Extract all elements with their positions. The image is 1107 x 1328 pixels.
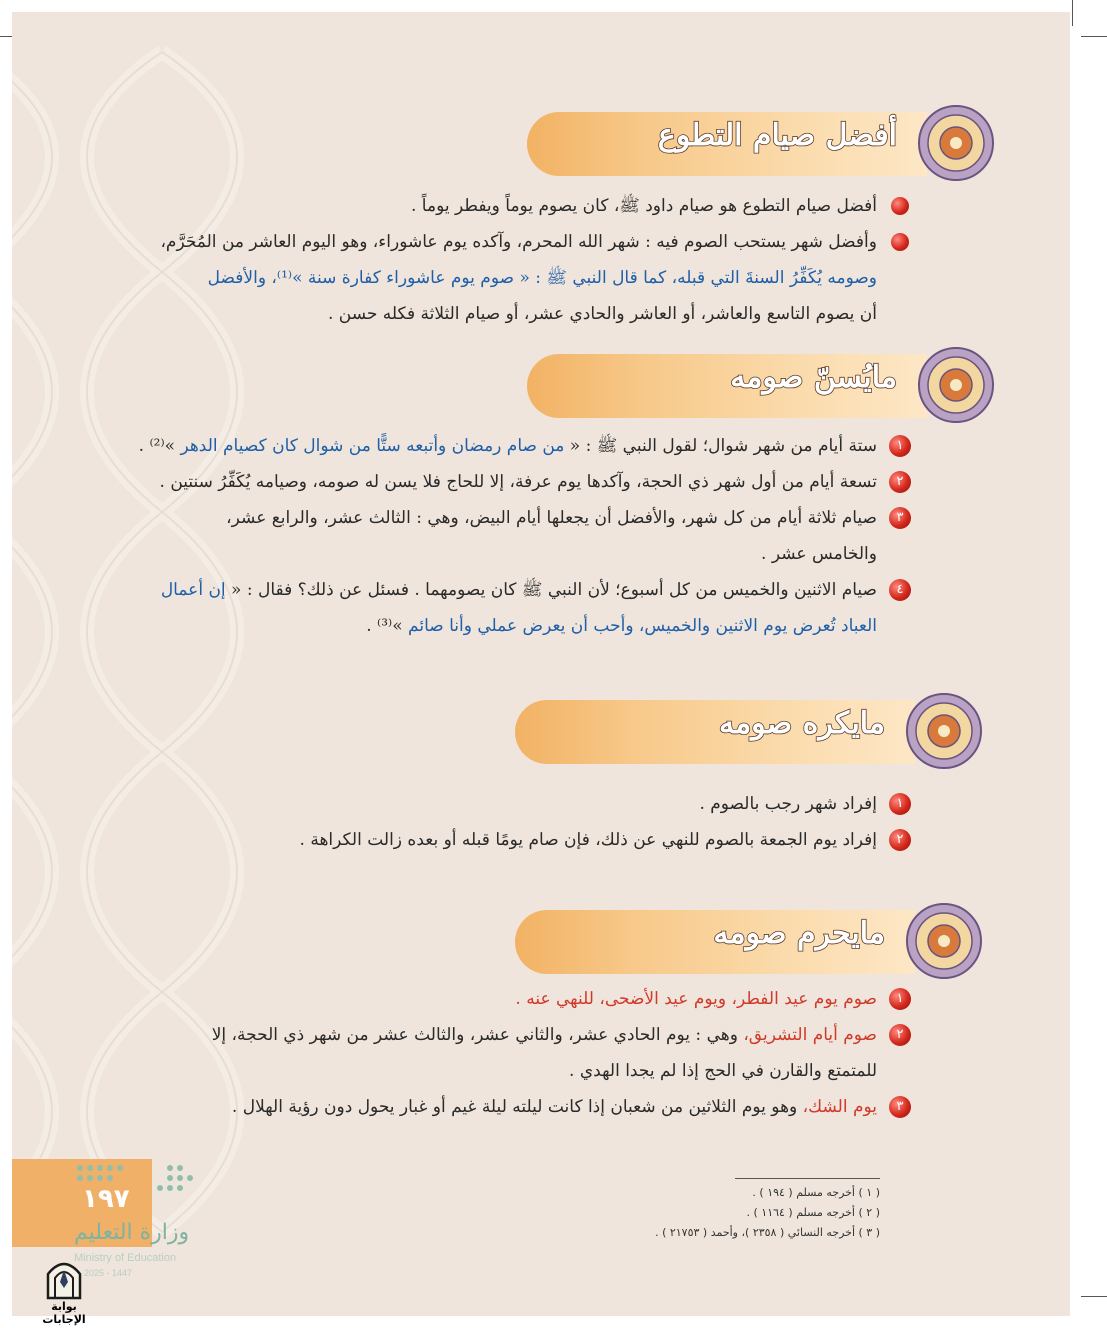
footnotes <box>620 1178 880 1243</box>
item-number-badge: ٤ <box>889 579 911 601</box>
ministry-name-arabic: وزارة التعليم <box>74 1220 190 1245</box>
bullet-icon <box>891 197 909 215</box>
hadith-text: إن أعمال <box>160 580 226 600</box>
crop-mark <box>1081 1296 1107 1297</box>
highlighted-term: صوم يوم عيد الفطر، ويوم عيد الأضحى، للنهي عنه . <box>515 989 877 1009</box>
rosette-ornament-icon <box>915 344 997 426</box>
ministry-name-english: Ministry of Education <box>74 1252 177 1264</box>
numbered-item <box>137 428 904 464</box>
item-text: للمتمتع والقارن في الحج إذا لم يجدا الهدي . <box>569 1061 877 1081</box>
numbered-item <box>137 786 904 822</box>
footnote: ( ٣ ) أخرجه النسائي ( ٢٣٥٨ )، وأحمد ( ٢١٧٥٣ ) . <box>655 1226 880 1239</box>
section-header-sunnah-fasting <box>527 350 997 418</box>
item-number-badge: ٣ <box>889 507 911 529</box>
item-text: وهي : يوم الحادي عشر، والثاني عشر، والثالث عشر من شهر ذي الحجة، إلا <box>211 1025 744 1045</box>
gate-arch-icon <box>44 1256 84 1300</box>
item-text: ستة أيام من شهر شوال؛ لقول النبي ﷺ : « <box>564 436 877 456</box>
numbered-item <box>137 981 904 1017</box>
section-title: أفضل صيام التطوع <box>657 118 897 153</box>
bullet-paragraph <box>177 188 877 224</box>
footnote: ( ١ ) أخرجه مسلم ( ١٩٤ ) . <box>752 1186 880 1199</box>
crop-mark <box>1081 36 1107 37</box>
item-number-badge: ٢ <box>889 1024 911 1046</box>
section-header-forbidden-fasting <box>515 906 985 974</box>
rosette-ornament-icon <box>903 690 985 772</box>
section-header-best-voluntary-fasting <box>527 108 997 176</box>
item-number-badge: ١ <box>889 793 911 815</box>
paragraph-line: وصومه يُكَفِّرُ السنةَ التي قبله، كما قال النبي ﷺ : « صوم يوم عاشوراء كفارة سنة »⁽¹⁾، والأفضل <box>207 268 877 288</box>
section-body <box>137 428 904 644</box>
item-continuation <box>137 536 877 572</box>
item-text: إفراد شهر رجب بالصوم . <box>699 794 877 814</box>
paragraph-line: أن يصوم التاسع والعاشر، أو العاشر والحادي عشر، أو صيام الثلاثة فكله حسن . <box>327 304 877 324</box>
page-number: ١٩٧ <box>82 1184 130 1214</box>
item-number-badge: ٢ <box>889 829 911 851</box>
rosette-ornament-icon <box>903 900 985 982</box>
numbered-item <box>137 500 904 536</box>
section-title: مايحرم صومه <box>713 916 885 951</box>
answers-gate-label: بوابة الإجابات <box>42 1300 86 1326</box>
paragraph-line-row <box>177 260 877 296</box>
answers-gate-logo[interactable] <box>32 1256 96 1326</box>
item-text: »⁽³⁾ . <box>366 616 409 636</box>
section-body <box>160 188 877 332</box>
item-number-badge: ٣ <box>889 1096 911 1118</box>
numbered-item <box>137 822 904 858</box>
item-text: صيام ثلاثة أيام من كل شهر، والأفضل أن يجعلها أيام البيض، وهي : الثالث عشر، والرابع عشر، <box>226 508 877 528</box>
highlighted-term: يوم الشك، <box>802 1097 877 1117</box>
section-body <box>137 786 904 858</box>
item-text: إفراد يوم الجمعة بالصوم للنهي عن ذلك، فإن صام يومًا قبله أو بعده زالت الكراهة . <box>299 830 877 850</box>
item-continuation <box>137 608 877 644</box>
bullet-icon <box>891 233 909 251</box>
highlighted-term: صوم أيام التشريق، <box>743 1025 877 1045</box>
section-header-disliked-fasting <box>515 696 985 764</box>
item-text: وهو يوم الثلاثين من شعبان إذا كانت ليلته ليلة غيم أو غبار يحول دون رؤية الهلال . <box>231 1097 803 1117</box>
section-title: مايكره صومه <box>719 706 885 741</box>
section-title: مايُسنّ صومه <box>730 360 897 395</box>
numbered-item <box>137 572 904 608</box>
numbered-item <box>137 1089 904 1125</box>
hadith-text: العباد تُعرض يوم الاثنين والخميس، وأحب أن يعرض عملي وأنا صائم <box>408 616 877 636</box>
numbered-item <box>137 464 904 500</box>
ministry-year: 2025 - 1447 <box>84 1268 133 1278</box>
bullet-paragraph <box>160 224 877 260</box>
item-number-badge: ١ <box>889 988 911 1010</box>
paragraph-line-row <box>177 296 877 332</box>
footnote: ( ٢ ) أخرجه مسلم ( ١١٦٤ ) . <box>746 1206 880 1219</box>
item-continuation <box>137 1053 877 1089</box>
hadith-text: من صام رمضان وأتبعه ستًّا من شوال كان كصيام الدهر <box>180 436 565 456</box>
textbook-page <box>12 12 1070 1316</box>
crop-mark <box>1072 0 1073 26</box>
item-number-badge: ١ <box>889 435 911 457</box>
section-body <box>137 981 904 1125</box>
footnote-divider <box>735 1178 880 1179</box>
item-number-badge: ٢ <box>889 471 911 493</box>
item-text: تسعة أيام من أول شهر ذي الحجة، وآكدها يوم عرفة، إلا للحاج فلا يسن له صومه، وصيامه يُكَفِّرُ سنتين . <box>159 472 877 492</box>
item-text: صيام الاثنين والخميس من كل أسبوع؛ لأن النبي ﷺ كان يصومهما . فسئل عن ذلك؟ فقال : « <box>225 580 877 600</box>
numbered-item <box>137 1017 904 1053</box>
item-text: »⁽²⁾ . <box>138 436 181 456</box>
item-text: والخامس عشر . <box>761 544 877 564</box>
paragraph-line: أفضل صيام التطوع هو صيام داود ﷺ، كان يصوم يوماً ويفطر يوماً . <box>410 196 877 216</box>
rosette-ornament-icon <box>915 102 997 184</box>
paragraph-line: وأفضل شهر يستحب الصوم فيه : شهر الله المحرم، وآكده يوم عاشوراء، وهو اليوم العاشر من المُحَرَّم، <box>160 232 877 252</box>
